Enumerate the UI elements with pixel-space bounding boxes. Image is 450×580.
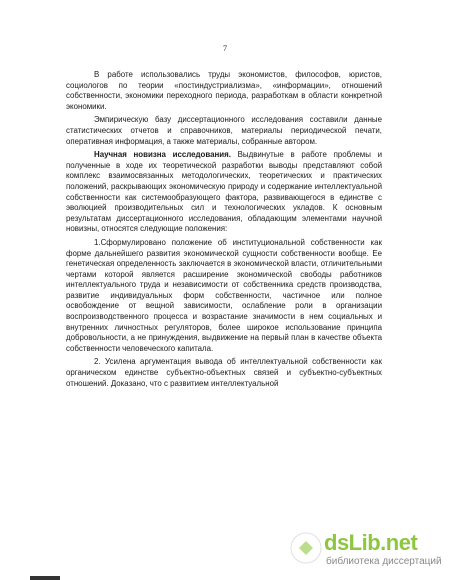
document-body	[66, 70, 382, 392]
watermark-subtitle: библиотека диссертаций	[326, 556, 442, 567]
watermark-brand	[324, 530, 417, 556]
paragraph-scientific-novelty	[66, 150, 382, 235]
scan-edge-mark	[30, 576, 60, 580]
paragraph-sources: В работе использовались труды экономистов, философов, юристов, социологов по теории «постиндустриализма», «информации», отношений собственности, экономики переходного периода, разработкам в области конкретной экономики.	[66, 70, 382, 111]
paragraph-empirical-base: Эмпирическую базу диссертационного исследования составили данные статистических отчетов и справочников, материалы периодической печати, оперативная информация, а также материалы, собранные автором.	[66, 115, 382, 146]
novelty-heading: Научная новизна исследования.	[94, 150, 231, 160]
paragraph-point-1: 1.Сформулировано положение об институциональной собственности как форме дальнейшего развития экономической сущности собственности вообще. Ее генетическая определенность заключается в экономической власти, отличительными чертами которой является расширение экономической свободы работников интеллектуального труда и независимости от собственника средств производства, развитие индивидуальных форм собственности, частичное или полное освобождение от вещной зависимости, ослабление роли в организации воспроизводственного процесса и возрастание значимости в нем социальных и внутренних личностных регуляторов, более широкое использование принципа добровольности, а не принуждения, выдвижение на первый план в качестве объекта собственности человеческого капитала.	[66, 237, 382, 353]
watermark-brand-name: dsLib	[324, 530, 381, 555]
novelty-text: Выдвинутые в работе проблемы и полученные в ходе их теоретической разработки выводы представляют собой комплекс взаимосвязанных методологических, теоретических и практических положений, раскрывающих экономическую природу и содержание интеллектуальной собственности как системообразующего фактора, развивающегося в единстве с эволюцией производительных сил и технологических укладов. К основным результатам диссертационного исследования, обладающим элементами научной новизны, относятся следующие положения:	[66, 150, 382, 234]
dslib-logo-icon	[290, 532, 322, 564]
paragraph-point-2: 2. Усилена аргументация вывода об интеллектуальной собственности как органическом единстве субъектно-объектных связей и субъектно-субъектных отношений. Доказано, что с развитием интеллектуальной	[66, 357, 382, 388]
dslib-watermark	[290, 530, 440, 572]
watermark-brand-suffix: .net	[380, 530, 418, 555]
page-number: 7	[223, 44, 227, 53]
